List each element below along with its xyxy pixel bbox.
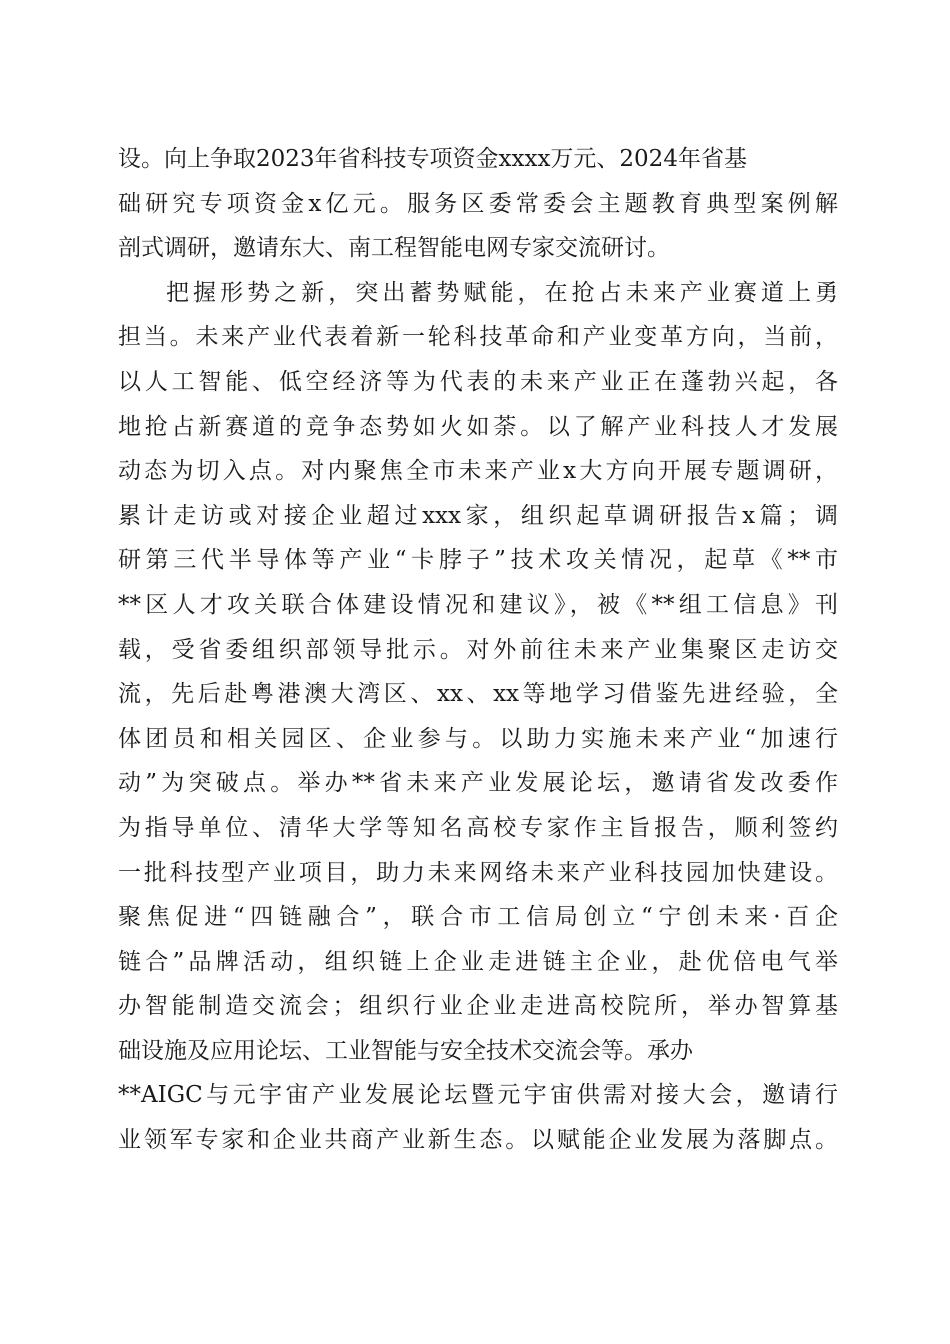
text-line: 体团员和相关园区、企业参与。以助力实施未来产业“加速行	[118, 725, 838, 752]
text-line: 研第三代半导体等产业“卡脖子”技术攻关情况，起草《**市	[118, 547, 838, 574]
text-line: 办智能制造交流会；组织行业企业走进高校院所，举办智算基	[118, 993, 838, 1020]
text-line: 聚焦促进“四链融合”，联合市工信局创立“宁创未来·百企	[118, 904, 838, 931]
text-line: **区人才攻关联合体建设情况和建议》，被《**组工信息》刊	[118, 591, 838, 618]
text-line: 动”为突破点。举办**省未来产业发展论坛，邀请省发改委作	[118, 770, 838, 797]
text-line: 剖式调研，邀请东大、南工程智能电网专家交流研讨。	[118, 235, 670, 262]
text-line: 担当。未来产业代表着新一轮科技革命和产业变革方向，当前，	[118, 324, 838, 351]
text-line: 础设施及应用论坛、工业智能与安全技术交流会等。承办	[118, 1037, 693, 1064]
body-text	[118, 137, 838, 1163]
text-line: 以人工智能、低空经济等为代表的未来产业正在蓬勃兴起，各	[118, 368, 838, 395]
text-line: 动态为切入点。对内聚焦全市未来产业x大方向开展专题调研，	[118, 458, 838, 485]
text-line: 链合”品牌活动，组织链上企业走进链主企业，赴优倍电气举	[118, 948, 838, 975]
text-line: 载，受省委组织部领导批示。对外前往未来产业集聚区走访交	[118, 636, 838, 663]
paragraph-start-line: 把握形势之新，突出蓄势赋能，在抢占未来产业赛道上勇	[166, 279, 838, 306]
text-line: 业领军专家和企业共商产业新生态。以赋能企业发展为落脚点。	[118, 1127, 838, 1154]
text-line: 为指导单位、清华大学等知名高校专家作主旨报告，顺利签约	[118, 814, 838, 841]
text-line: 累计走访或对接企业超过xxx家，组织起草调研报告x篇；调	[118, 502, 838, 529]
text-line: 流，先后赴粤港澳大湾区、xx、xx等地学习借鉴先进经验，全	[118, 681, 838, 708]
text-line: **AIGC与元宇宙产业发展论坛暨元宇宙供需对接大会，邀请行	[118, 1082, 838, 1109]
text-line: 地抢占新赛道的竞争态势如火如荼。以了解产业科技人才发展	[118, 413, 838, 440]
text-line: 一批科技型产业项目，助力未来网络未来产业科技园加快建设。	[118, 859, 838, 886]
text-line: 设。向上争取2023年省科技专项资金xxxx万元、2024年省基	[118, 146, 747, 172]
text-line: 础研究专项资金x亿元。服务区委常委会主题教育典型案例解	[118, 190, 838, 217]
